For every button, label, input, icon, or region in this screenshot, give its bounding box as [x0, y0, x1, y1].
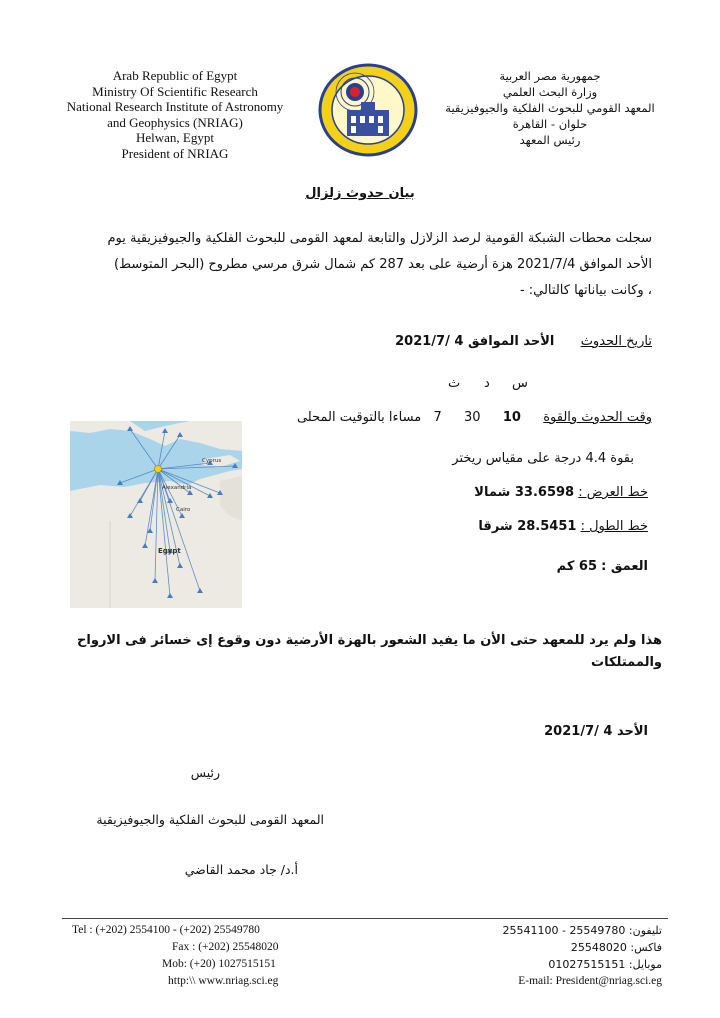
map-label-alexandria: Alexandria — [162, 485, 192, 491]
longitude-row — [478, 519, 648, 534]
depth-value: 65 كم — [556, 559, 598, 574]
signoff-role: رئيس — [190, 765, 220, 780]
arabic-letterhead — [430, 68, 670, 148]
magnitude-text: بقوة 4.4 درجة على مقياس ريختر — [452, 451, 634, 466]
map-label-cyprus: Cyprus — [202, 458, 222, 464]
footer-divider — [62, 918, 668, 919]
contact-line: Tel : (+202) 2554100 - (+202) 25549780 — [72, 924, 260, 936]
arabic-line: حلوان - القاهرة — [512, 117, 588, 131]
document-title: بيان حدوث زلزال — [305, 186, 415, 201]
minutes-unit: د — [484, 376, 490, 391]
contact-line: تليفون: 25549780 - 25541100 — [502, 924, 662, 937]
latitude-label: خط العرض : — [578, 485, 648, 500]
time-minutes: 30 — [464, 410, 481, 425]
website-link[interactable]: http:\\ www.nriag.sci.eg — [168, 975, 279, 987]
epicenter-map — [70, 421, 242, 608]
english-line: National Research Institute of Astronomy — [66, 99, 284, 114]
map-label-egypt: Egypt — [158, 547, 181, 555]
time-suffix: مساءا بالتوقيت المحلى — [296, 410, 422, 425]
english-line: Arab Republic of Egypt — [112, 68, 238, 83]
paragraph-line: ، وكانت بياناتها كالتالي: - — [519, 283, 652, 298]
english-line: Helwan, Egypt — [136, 130, 214, 145]
arabic-contacts — [502, 922, 662, 990]
email-link[interactable]: E-mail: President@nriag.sci.eg — [518, 975, 662, 987]
contact-line: فاكس: 25548020 — [570, 941, 662, 954]
damage-note — [62, 630, 662, 674]
note-line: والممتلكات — [591, 655, 662, 670]
time-label: وقت الحدوث والقوة — [543, 410, 652, 425]
event-date-row — [395, 334, 652, 349]
arabic-line: جمهورية مصر العربية — [499, 69, 601, 83]
signoff-name: أ.د/ جاد محمد القاضي — [184, 862, 298, 877]
signoff-institute: المعهد القومى للبحوث الفلكية والجيوفيزيقية — [96, 812, 324, 827]
map-label-cairo: Cairo — [176, 507, 191, 513]
latitude-row — [474, 485, 648, 500]
time-seconds: 10 — [502, 410, 521, 425]
note-line: هذا ولم يرد للمعهد حتى الأن ما يفيد الشعور بالهزة الأرضية دون وقوع إى خسائر فى الارواح — [77, 633, 662, 648]
date-value: الأحد الموافق 4 /2021/7 — [395, 334, 555, 349]
signoff-date: الأحد 4 /2021/7 — [544, 724, 648, 739]
arabic-line: المعهد القومي للبحوث الفلكية والجيوفيزيقية — [445, 101, 655, 115]
arabic-line: رئيس المعهد — [519, 133, 581, 147]
contact-line: موبايل: 01027515151 — [548, 958, 662, 971]
english-letterhead — [40, 68, 310, 161]
contact-line: Fax : (+202) 25548020 — [172, 941, 279, 953]
contact-line: Mob: (+20) 1027515151 — [162, 958, 276, 970]
english-line: Ministry Of Scientific Research — [92, 83, 258, 99]
longitude-label: خط الطول : — [580, 519, 648, 534]
paragraph-line: سجلت محطات الشبكة القومية لرصد الزلازل والتابعة لمعهد القومى للبحوث الفلكية والجيوفيزيقية يوم — [107, 231, 652, 246]
depth-label: العمق : — [601, 559, 648, 574]
statement-paragraph — [52, 226, 652, 304]
english-line: President of NRIAG — [121, 145, 229, 161]
paragraph-line: الأحد الموافق 2021/7/4 هزة أرضية على بعد 287 كم شمال شرق مرسي مطروح (البحر المتوسط) — [113, 257, 652, 272]
longitude-value: 28.5451 شرقا — [478, 519, 577, 534]
event-time-row — [297, 410, 652, 425]
depth-row — [557, 559, 648, 574]
latitude-value: 33.6598 شمالا — [474, 485, 575, 500]
arabic-line: وزارة البحث العلمي — [502, 85, 598, 99]
hours-unit: س — [512, 376, 528, 391]
date-label: تاريخ الحدوث — [580, 334, 652, 349]
nriag-seal-icon — [313, 62, 423, 158]
time-hours: 7 — [433, 410, 442, 425]
seconds-unit: ث — [448, 376, 461, 391]
english-line: and Geophysics (NRIAG) — [107, 114, 243, 130]
english-contacts — [72, 922, 278, 990]
